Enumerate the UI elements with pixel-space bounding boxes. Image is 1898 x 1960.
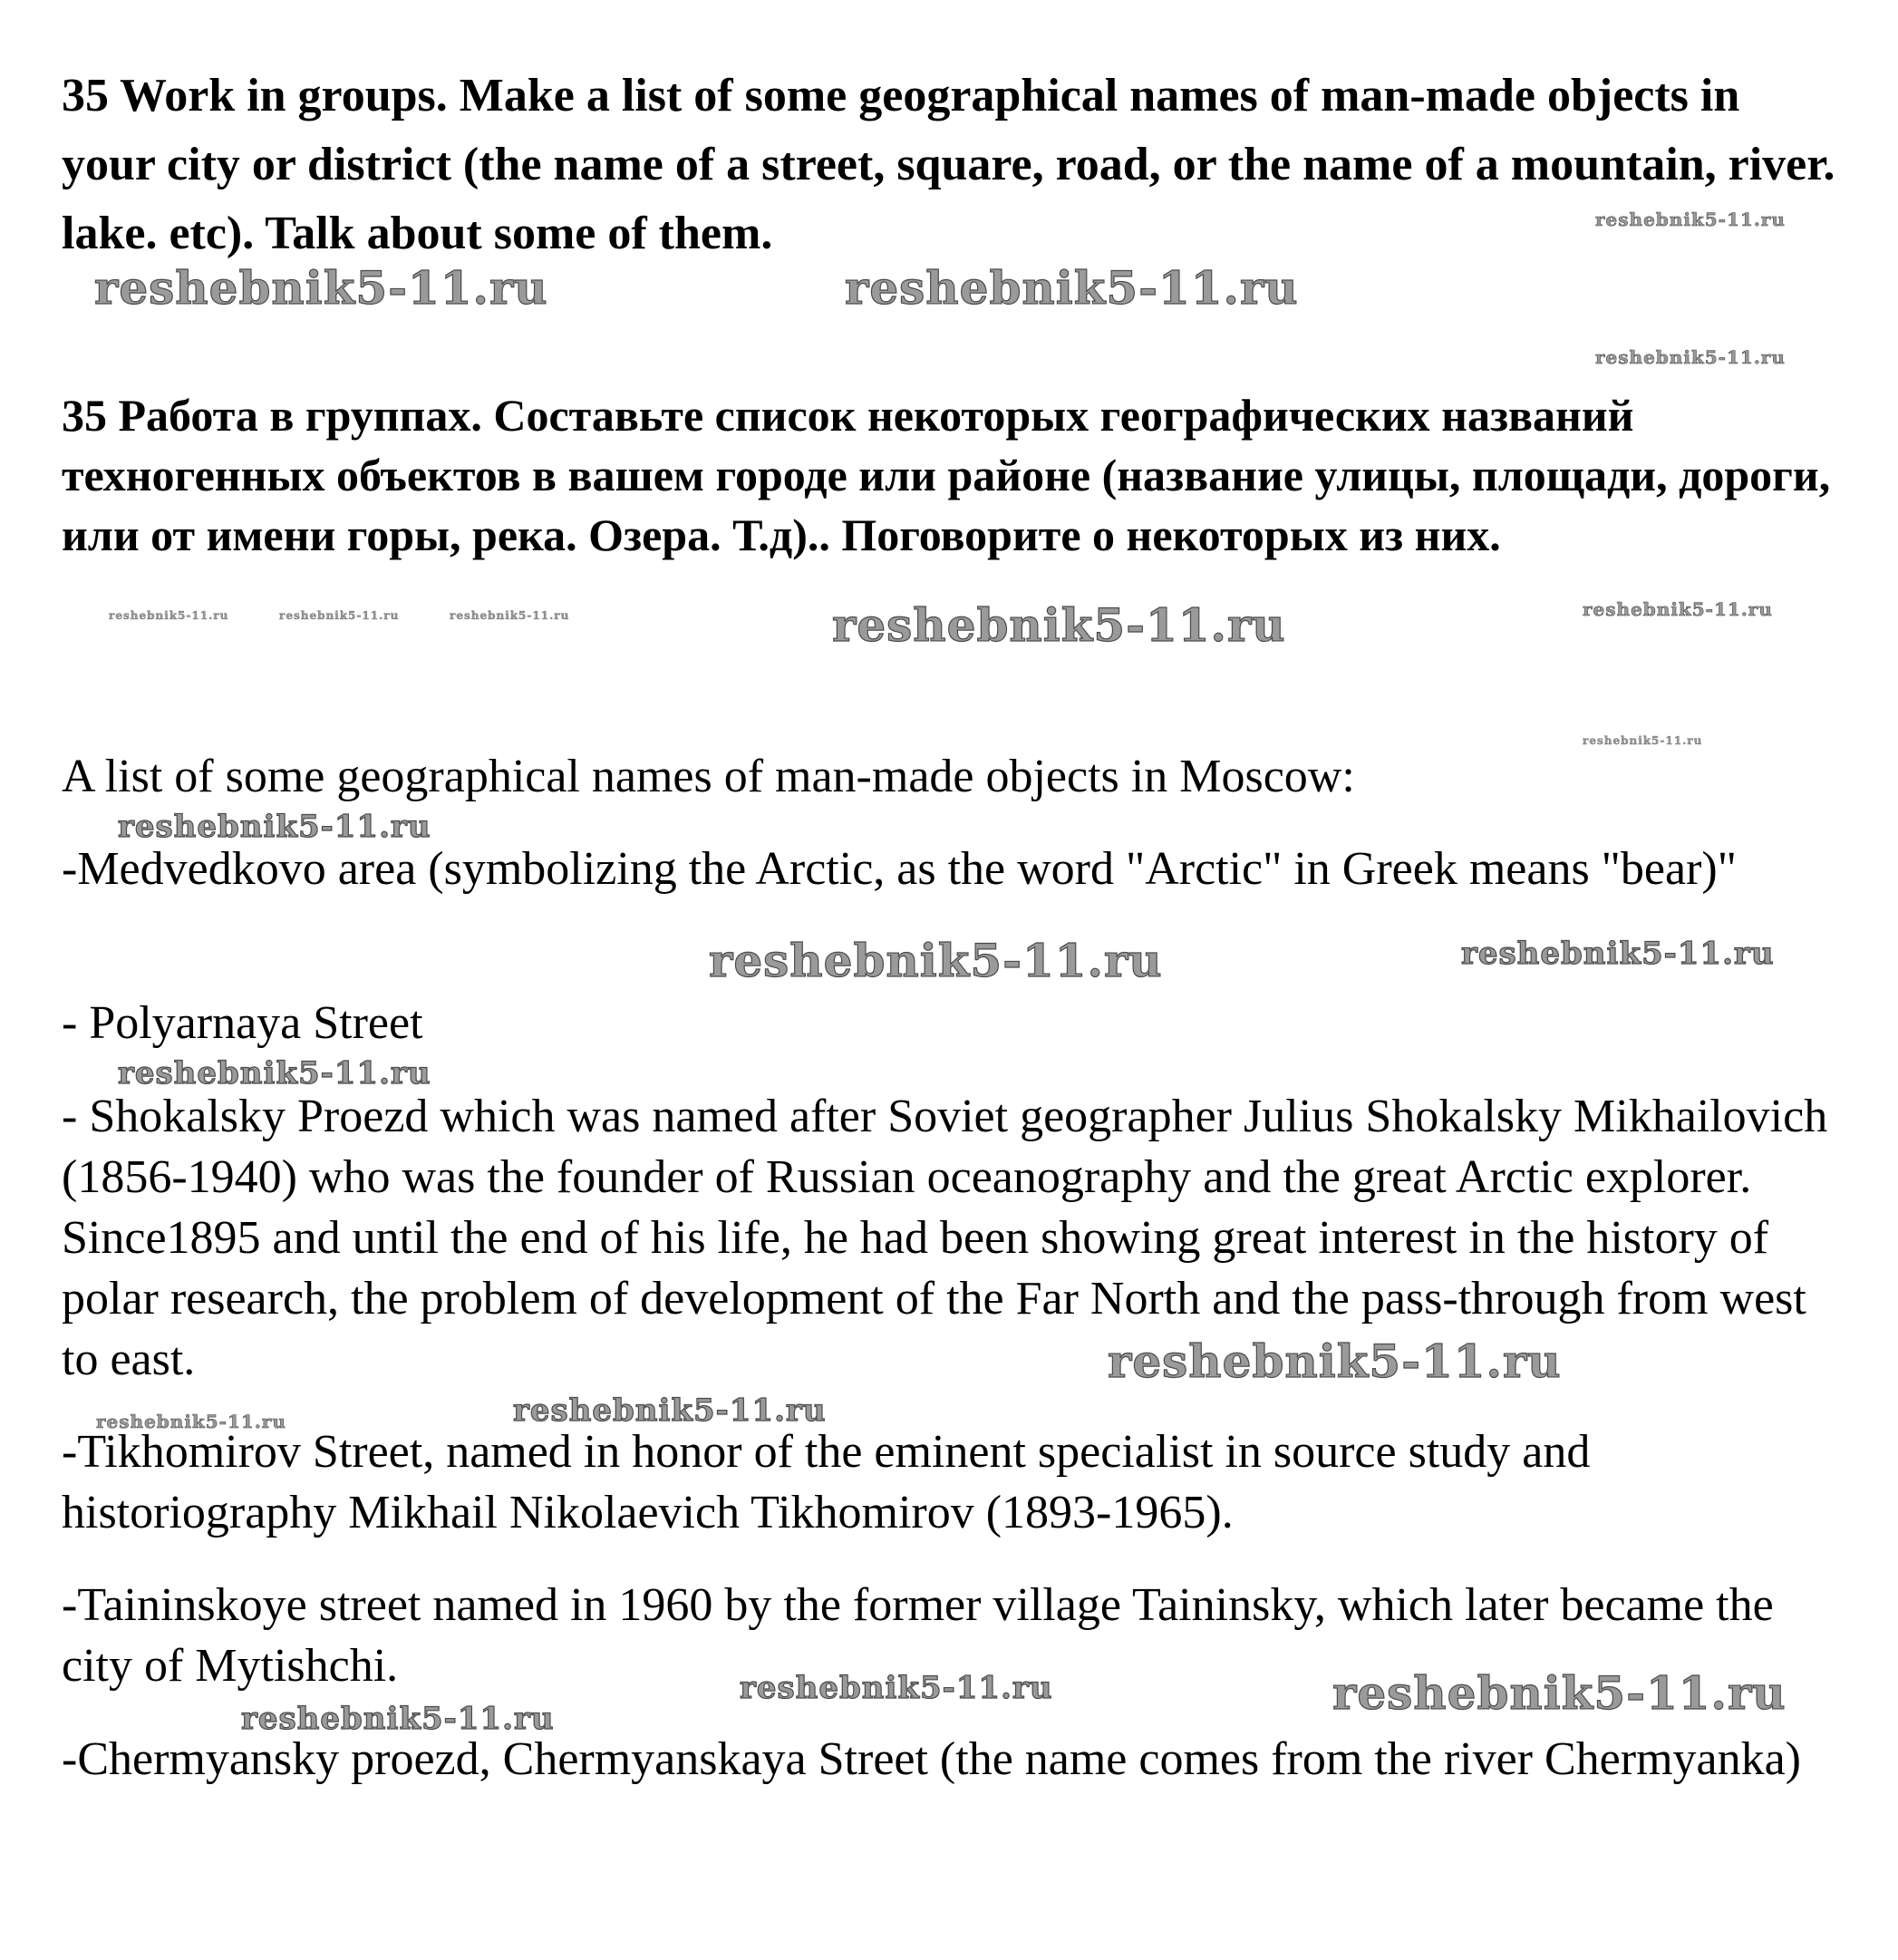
watermark: reshebnik5-11.ru bbox=[845, 261, 1299, 315]
watermark: reshebnik5-11.ru bbox=[450, 609, 570, 622]
watermark: reshebnik5-11.ru bbox=[118, 1055, 431, 1092]
watermark: reshebnik5-11.ru bbox=[279, 609, 400, 622]
watermark: reshebnik5-11.ru bbox=[118, 809, 431, 845]
watermark: reshebnik5-11.ru bbox=[1583, 734, 1703, 747]
watermark: reshebnik5-11.ru bbox=[1108, 1334, 1562, 1388]
watermark: reshebnik5-11.ru bbox=[709, 934, 1163, 987]
answer-item-taininskoye: -Taininskoye street named in 1960 by the former village Taininsky, which later became the city of Mytishchi. bbox=[62, 1579, 1774, 1692]
watermark: reshebnik5-11.ru bbox=[96, 1411, 286, 1432]
watermark: reshebnik5-11.ru bbox=[740, 1670, 1053, 1706]
answer-item-medvedkovo: -Medvedkovo area (symbolizing the Arctic, as the word "Arctic" in Greek means "bear)" bbox=[62, 843, 1737, 895]
watermark: reshebnik5-11.ru bbox=[832, 598, 1286, 652]
watermark: reshebnik5-11.ru bbox=[1595, 346, 1786, 368]
watermark: reshebnik5-11.ru bbox=[1461, 936, 1775, 972]
answer-item-chermyansky: -Chermyansky proezd, Chermyanskaya Street (the name comes from the river Chermyanka) bbox=[62, 1733, 1801, 1785]
task-russian: 35 Работа в группах. Составьте список некоторых географических названий техногенных объектов в вашем городе или районе (название улицы, площади, дороги, или от имени горы, река. Озера. Т.д).. Поговорите о некоторых из них. bbox=[62, 390, 1831, 560]
watermark: reshebnik5-11.ru bbox=[1583, 598, 1773, 620]
watermark: reshebnik5-11.ru bbox=[513, 1392, 827, 1429]
task-english: 35 Work in groups. Make a list of some geographical names of man-made objects in your city or district (the name of a street, square, road, or the name of a mountain, river. lake. etc). Talk about some of them. bbox=[62, 70, 1835, 259]
watermark: reshebnik5-11.ru bbox=[1595, 209, 1786, 230]
answer-item-shokalsky: - Shokalsky Proezd which was named after Soviet geographer Julius Shokalsky Mikhailovich (1856-1940) who was the founder of Russian oceanography and the great Arctic explorer. Since1895 and until the end of his life, he had been showing great interest in the history of polar research, the problem of development of the Far North and the pass-through from west to east. bbox=[62, 1091, 1828, 1385]
answer-intro: A list of some geographical names of man-made objects in Moscow: bbox=[62, 751, 1355, 802]
watermark: reshebnik5-11.ru bbox=[109, 609, 229, 622]
answer-item-polyarnaya: - Polyarnaya Street bbox=[62, 997, 423, 1049]
watermark: reshebnik5-11.ru bbox=[241, 1701, 555, 1737]
watermark: reshebnik5-11.ru bbox=[1332, 1666, 1787, 1720]
answer-item-tikhomirov: -Tikhomirov Street, named in honor of the eminent specialist in source study and historiography Mikhail Nikolaevich Tikhomirov (1893-1965). bbox=[62, 1426, 1591, 1538]
watermark: reshebnik5-11.ru bbox=[94, 261, 548, 315]
